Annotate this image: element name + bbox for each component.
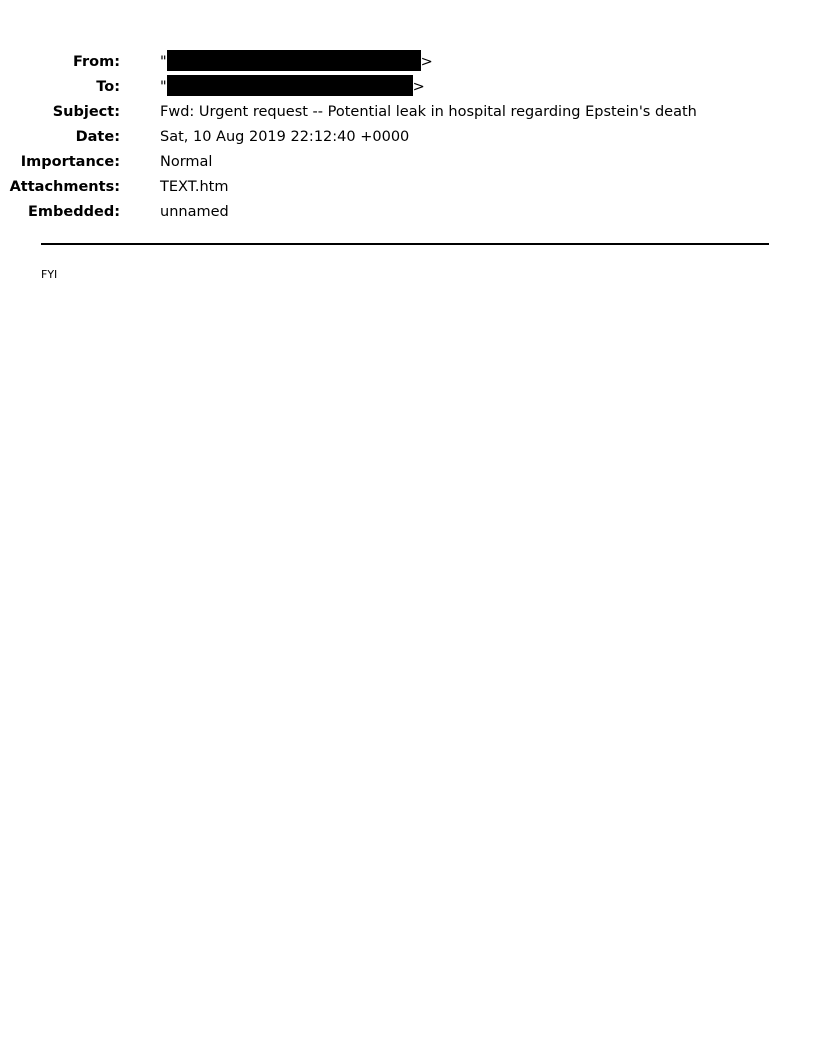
from-label: From:	[73, 54, 120, 70]
to-redaction	[167, 75, 413, 96]
importance-value: Normal	[160, 154, 213, 170]
to-suffix: >	[412, 79, 425, 95]
subject-value: Fwd: Urgent request -- Potential leak in hospital regarding Epstein's death	[160, 104, 697, 120]
email-header	[0, 50, 780, 225]
to-label: To:	[96, 79, 120, 95]
importance-row	[0, 150, 780, 175]
subject-row	[0, 100, 780, 125]
from-prefix: "	[160, 54, 167, 70]
embedded-value: unnamed	[160, 204, 229, 220]
to-row	[0, 75, 780, 100]
subject-label: Subject:	[52, 104, 120, 120]
from-redaction	[167, 50, 421, 71]
message-body: FYI	[41, 268, 58, 281]
to-prefix: "	[160, 79, 167, 95]
attachments-label: Attachments:	[9, 179, 120, 195]
to-value	[160, 75, 425, 100]
importance-label: Importance:	[20, 154, 120, 170]
attachments-row	[0, 175, 780, 200]
embedded-row	[0, 200, 780, 225]
header-divider	[41, 243, 769, 245]
date-label: Date:	[75, 129, 120, 145]
from-suffix: >	[420, 54, 433, 70]
embedded-label: Embedded:	[28, 204, 120, 220]
from-row	[0, 50, 780, 75]
date-row	[0, 125, 780, 150]
attachments-value: TEXT.htm	[160, 179, 229, 195]
date-value: Sat, 10 Aug 2019 22:12:40 +0000	[160, 129, 410, 145]
from-value	[160, 50, 433, 75]
